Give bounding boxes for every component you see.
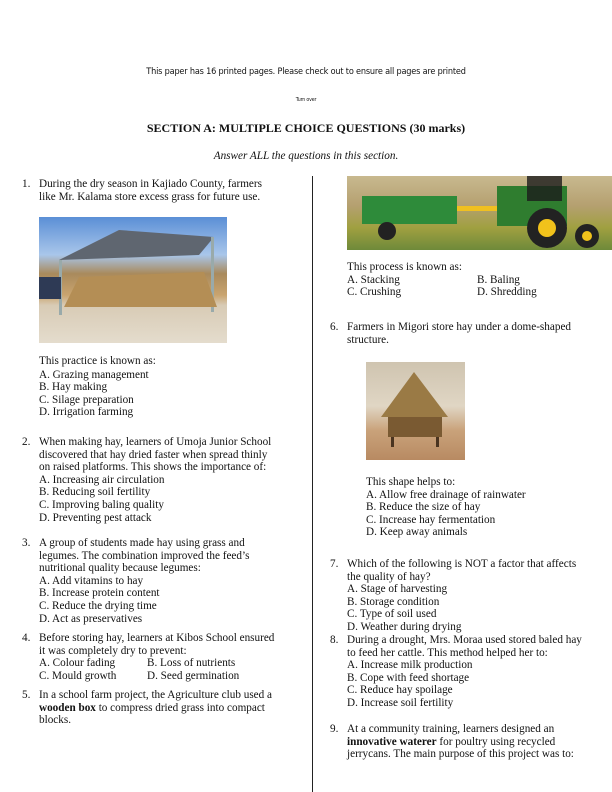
question-number: 5. xyxy=(22,689,31,701)
question-number: 8. xyxy=(330,634,339,646)
question-text: At a community training, learners designed an xyxy=(347,723,555,735)
question-text: discovered that hay dried faster when spread thinly xyxy=(39,448,268,461)
option-a: A. Add vitamins to hay xyxy=(39,574,144,587)
question-text: blocks. xyxy=(39,714,72,727)
option-a: A. Colour fading xyxy=(39,657,116,670)
question-text: to feed her cattle. This method helped her to: xyxy=(347,646,548,659)
question-text: Before storing hay, learners at Kibos School ensured xyxy=(39,632,275,644)
option-d: D. Act as preservatives xyxy=(39,612,143,625)
dome-hay-store-illustration xyxy=(366,362,465,460)
question-text: to compress dried grass into compact xyxy=(95,701,265,714)
option-b: B. Increase protein content xyxy=(39,587,160,600)
option-b: B. Hay making xyxy=(39,381,108,394)
option-a: A. Stacking xyxy=(347,273,400,286)
question-text: like Mr. Kalama store excess grass for future use. xyxy=(39,190,261,203)
option-c: C. Crushing xyxy=(347,286,402,299)
question-stem: This practice is known as: xyxy=(39,355,156,367)
option-a: A. Allow free drainage of rainwater xyxy=(366,488,526,501)
hay-shed-image xyxy=(39,217,227,343)
question-text: on raised platforms. This shows the importance of: xyxy=(39,461,267,474)
emphasis-text: innovative waterer xyxy=(347,735,437,748)
option-b: B. Reducing soil fertility xyxy=(39,486,151,499)
question-2 xyxy=(22,436,272,524)
option-d: D. Shredding xyxy=(477,286,537,299)
question-6-options xyxy=(366,476,526,539)
option-a: A. Increase milk production xyxy=(347,659,473,672)
option-d: D. Irrigation farming xyxy=(39,406,134,419)
option-d: D. Keep away animals xyxy=(366,526,468,539)
question-number: 1. xyxy=(22,178,31,190)
option-d: D. Weather during drying xyxy=(347,620,462,633)
page-count-notice: This paper has 16 printed pages. Please check out to ensure all pages are printed xyxy=(146,67,466,77)
question-text: it was completely dry to prevent: xyxy=(39,644,187,657)
question-3 xyxy=(22,537,250,625)
question-text: In a school farm project, the Agriculture club used a xyxy=(39,689,272,701)
question-text: jerrycans. The main purpose of this project was to: xyxy=(347,748,574,761)
question-number: 7. xyxy=(330,558,339,570)
question-4 xyxy=(22,632,275,682)
question-1 xyxy=(22,178,262,203)
question-9 xyxy=(330,723,574,761)
option-a: A. Increasing air circulation xyxy=(39,473,165,486)
question-5 xyxy=(22,689,272,727)
question-number: 6. xyxy=(330,321,339,333)
option-d: D. Increase soil fertility xyxy=(347,696,454,709)
question-6 xyxy=(330,321,572,346)
question-text: During a drought, Mrs. Moraa used stored baled hay xyxy=(347,634,582,646)
emphasis-text: wooden box xyxy=(39,701,96,714)
question-text: for poultry using recycled xyxy=(436,735,556,748)
question-text: nutritional quality because legumes: xyxy=(39,562,201,575)
question-text: structure. xyxy=(347,333,389,346)
option-c: C. Mould growth xyxy=(39,669,117,682)
option-c: C. Reduce hay spoilage xyxy=(347,684,453,697)
option-c: C. Silage preparation xyxy=(39,393,134,406)
tractor-baler-illustration xyxy=(347,176,612,250)
option-b: B. Reduce the size of hay xyxy=(366,501,481,514)
option-b: B. Cope with feed shortage xyxy=(347,671,470,684)
question-stem: This process is known as: xyxy=(347,261,462,273)
question-text: legumes. The combination improved the feed’s xyxy=(39,549,250,562)
option-d: D. Seed germination xyxy=(147,669,240,682)
option-c: C. Reduce the drying time xyxy=(39,599,157,612)
question-text: When making hay, learners of Umoja Junior School xyxy=(39,436,272,448)
option-c: C. Type of soil used xyxy=(347,608,437,621)
column-divider xyxy=(312,176,313,792)
section-instruction: Answer ALL the questions in this section. xyxy=(213,150,399,162)
question-1-options xyxy=(39,355,156,419)
question-stem: This shape helps to: xyxy=(366,476,456,488)
question-number: 9. xyxy=(330,723,339,735)
option-a: A. Grazing management xyxy=(39,368,149,381)
hay-shed-illustration xyxy=(39,217,227,343)
option-c: C. Increase hay fermentation xyxy=(366,513,496,526)
option-d: D. Preventing pest attack xyxy=(39,511,152,524)
option-c: C. Improving baling quality xyxy=(39,498,164,511)
section-title: SECTION A: MULTIPLE CHOICE QUESTIONS (30 marks) xyxy=(146,121,466,135)
question-text: During the dry season in Kajiado County, farmers xyxy=(39,178,262,190)
turn-over-note: Turn over xyxy=(295,97,317,103)
question-number: 3. xyxy=(22,537,31,549)
question-number: 4. xyxy=(22,632,31,644)
question-text: Farmers in Migori store hay under a dome-shaped xyxy=(347,321,572,333)
question-text: Which of the following is NOT a factor that affects xyxy=(347,558,577,570)
question-text: the quality of hay? xyxy=(347,570,431,583)
question-number: 2. xyxy=(22,436,31,448)
option-b: B. Baling xyxy=(477,273,520,286)
option-b: B. Storage condition xyxy=(347,595,440,608)
question-8 xyxy=(330,634,582,710)
option-b: B. Loss of nutrients xyxy=(147,657,236,670)
option-a: A. Stage of harvesting xyxy=(347,583,448,596)
question-text: A group of students made hay using grass and xyxy=(39,537,245,549)
question-5-options xyxy=(347,261,537,299)
question-7 xyxy=(330,558,577,634)
tractor-baler-image xyxy=(347,176,612,250)
dome-hay-store-image xyxy=(366,362,465,460)
